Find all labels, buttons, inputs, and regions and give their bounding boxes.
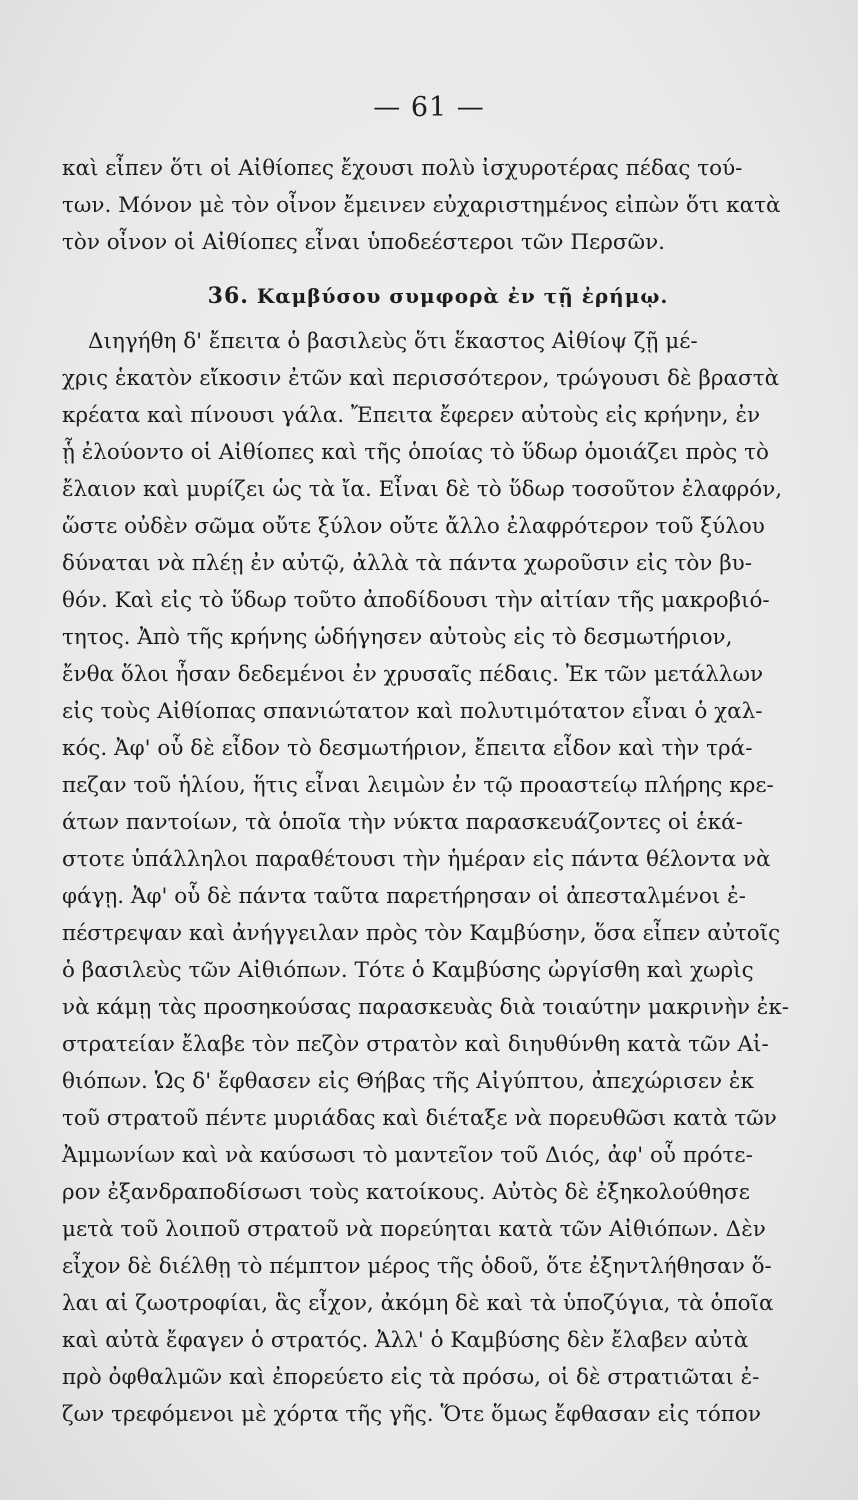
text-line: τὸν οἶνον οἱ Αἰθίοπες εἶναι ὑποδεέστεροι τῶν Περσῶν. xyxy=(62,230,665,255)
text-line: ὁ βασιλεὺς τῶν Αἰθιόπων. Τότε ὁ Καμβύσης ὠργίσθη καὶ χωρὶς xyxy=(62,958,754,983)
text-line: ἔνθα ὅλοι ἦσαν δεδεμένοι ἐν χρυσαῖς πέδαις. Ἐκ τῶν μετάλλων xyxy=(62,662,764,687)
text-line: λαι αἱ ζωοτροφίαι, ἃς εἶχον, ἀκόμη δὲ καὶ τὰ ὑποζύγια, τὰ ὁποῖα xyxy=(62,1291,774,1316)
text-line: τητος. Ἀπὸ τῆς κρήνης ὡδήγησεν αὐτοὺς εἰς τὸ δεσμωτήριον, xyxy=(62,625,733,650)
page-number: — 61 — xyxy=(373,92,485,123)
text-line: δύναται νὰ πλέῃ ἐν αὐτῷ, ἀλλὰ τὰ πάντα χωροῦσιν εἰς τὸν βυ- xyxy=(62,551,752,576)
text-line: Διηγήθη δ' ἔπειτα ὁ βασιλεὺς ὅτι ἕκαστος Αἰθίοψ ζῇ μέ- xyxy=(88,329,698,354)
text-line: κός. Ἀφ' οὗ δὲ εἶδον τὸ δεσμωτήριον, ἔπειτα εἶδον καὶ τὴν τρά- xyxy=(62,736,753,761)
text-line: Ἀμμωνίων καὶ νὰ καύσωσι τὸ μαντεῖον τοῦ Διός, ἀφ' οὗ πρότε- xyxy=(62,1143,753,1168)
text-line: ᾗ ἐλούοντο οἱ Αἰθίοπες καὶ τῆς ὁποίας τὸ ὕδωρ ὁμοιάζει πρὸς τὸ xyxy=(62,440,769,465)
text-line: θιόπων. Ὡς δ' ἔφθασεν εἰς Θήβας τῆς Αἰγύπτου, ἀπεχώρισεν ἐκ xyxy=(62,1069,754,1094)
text-line: καὶ αὐτὰ ἔφαγεν ὁ στρατός. Ἀλλ' ὁ Καμβύσης δὲν ἔλαβεν αὐτὰ xyxy=(62,1328,749,1353)
text-line: στρατείαν ἔλαβε τὸν πεζὸν στρατὸν καὶ διηυθύνθη κατὰ τῶν Αἰ- xyxy=(62,1032,769,1057)
text-line: ἔλαιον καὶ μυρίζει ὡς τὰ ἴα. Εἶναι δὲ τὸ ὕδωρ τοσοῦτον ἐλαφρόν, xyxy=(62,477,783,502)
text-line: νὰ κάμῃ τὰς προσηκούσας παρασκευὰς διὰ τοιαύτην μακρινὴν ἐκ- xyxy=(62,995,790,1020)
text-line: φάγῃ. Ἀφ' οὗ δὲ πάντα ταῦτα παρετήρησαν οἱ ἀπεσταλμένοι ἐ- xyxy=(62,884,746,909)
text-line: εἶχον δὲ διέλθῃ τὸ πέμπτον μέρος τῆς ὁδοῦ, ὅτε ἐξηντλήθησαν ὅ- xyxy=(62,1254,772,1279)
section-heading xyxy=(62,261,814,323)
text-line: καὶ εἶπεν ὅτι οἱ Αἰθίοπες ἔχουσι πολὺ ἰσχυροτέρας πέδας τού- xyxy=(62,156,743,181)
text-line: εἰς τοὺς Αἰθίοπας σπανιώτατον καὶ πολυτιμότατον εἶναι ὁ χαλ- xyxy=(62,699,763,724)
text-line: θόν. Καὶ εἰς τὸ ὕδωρ τοῦτο ἀποδίδουσι τὴν αἰτίαν τῆς μακροβιό- xyxy=(62,588,770,613)
section-title: Καμβύσου συμφορὰ ἐν τῇ ἐρήμῳ. xyxy=(256,284,669,308)
text-line: στοτε ὑπάλληλοι παραθέτουσι τὴν ἡμέραν εἰς πάντα θέλοντα νὰ xyxy=(62,847,771,872)
text-line: ζων τρεφόμενοι μὲ χόρτα τῆς γῆς. Ὅτε ὅμως ἔφθασαν εἰς τόπον xyxy=(62,1402,761,1427)
text-line: κρέατα καὶ πίνουσι γάλα. Ἔπειτα ἔφερεν αὐτοὺς εἰς κρήνην, ἐν xyxy=(62,403,761,428)
text-line: πεζαν τοῦ ἡλίου, ἥτις εἶναι λειμὼν ἐν τῷ προαστείῳ πλήρης κρε- xyxy=(62,773,774,798)
section-number: 36. xyxy=(207,283,249,309)
text-line: ὥστε οὐδὲν σῶμα οὔτε ξύλον οὔτε ἄλλο ἐλαφρότερον τοῦ ξύλου xyxy=(62,514,765,539)
body-text xyxy=(62,150,814,1433)
text-line: των. Μόνον μὲ τὸν οἶνον ἔμεινεν εὐχαριστημένος εἰπὼν ὅτι κατὰ xyxy=(62,193,781,218)
text-line: τοῦ στρατοῦ πέντε μυριάδας καὶ διέταξε νὰ πορευθῶσι κατὰ τῶν xyxy=(62,1106,777,1131)
paragraph-1 xyxy=(62,150,814,261)
text-line: ρον ἐξανδραποδίσωσι τοὺς κατοίκους. Αὐτὸς δὲ ἐξηκολούθησε xyxy=(62,1180,750,1205)
paragraph-2 xyxy=(62,323,814,1433)
text-line: πέστρεψαν καὶ ἀνήγγειλαν πρὸς τὸν Καμβύσην, ὅσα εἶπεν αὐτοῖς xyxy=(62,921,781,946)
text-line: μετὰ τοῦ λοιποῦ στρατοῦ νὰ πορεύηται κατὰ τῶν Αἰθιόπων. Δὲν xyxy=(62,1217,766,1242)
text-line: χρις ἑκατὸν εἴκοσιν ἐτῶν καὶ περισσότερον, τρώγουσι δὲ βραστὰ xyxy=(62,366,780,391)
text-line: άτων παντοίων, τὰ ὁποῖα τὴν νύκτα παρασκευάζοντες οἱ ἑκά- xyxy=(62,810,743,835)
text-line: πρὸ ὀφθαλμῶν καὶ ἐπορεύετο εἰς τὰ πρόσω, οἱ δὲ στρατιῶται ἐ- xyxy=(62,1365,760,1390)
